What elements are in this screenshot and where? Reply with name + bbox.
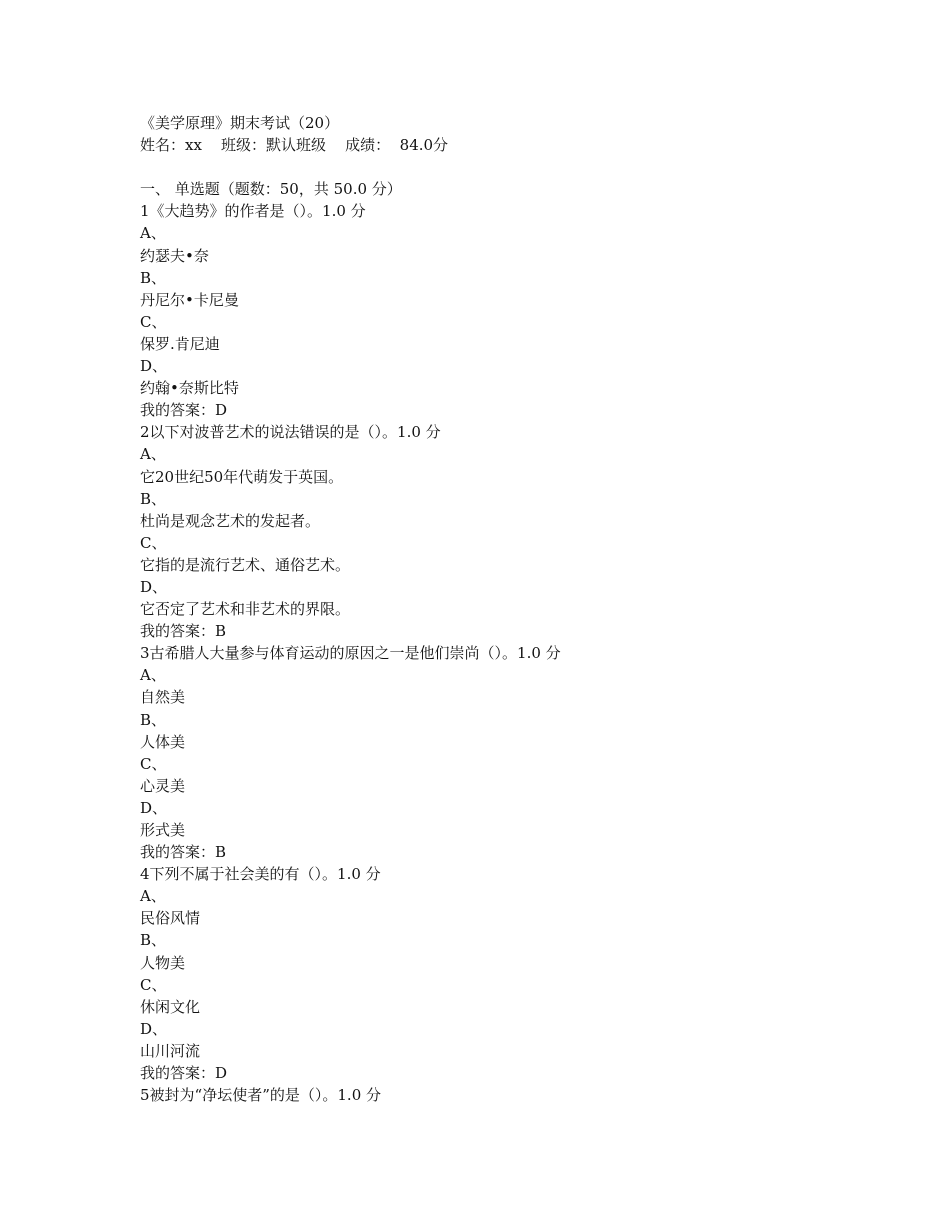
option-text: 约瑟夫•奈 — [140, 246, 209, 265]
option-text: 形式美 — [140, 821, 186, 839]
option-letter: A、 — [140, 666, 166, 685]
option-letter: A、 — [140, 224, 166, 243]
question-stem: 1《大趋势》的作者是（）。1.0 分 — [140, 202, 366, 221]
option-text: 人物美 — [140, 953, 186, 972]
question-item — [140, 863, 900, 1084]
option-letter: B、 — [140, 268, 167, 287]
option-letter: D、 — [140, 577, 168, 596]
option-letter: B、 — [140, 931, 167, 950]
option-text: 它20世纪50年代萌发于英国。 — [140, 467, 344, 486]
score-value: 84.0分 — [399, 136, 449, 155]
option-text: 约翰•奈斯比特 — [140, 379, 239, 398]
question-stem: 3古希腊人大量参与体育运动的原因之一是他们崇尚（）。1.0 分 — [140, 644, 561, 663]
option-text: 自然美 — [140, 688, 186, 707]
document-title: 《美学原理》期末考试（20） — [140, 114, 340, 132]
option-letter: A、 — [140, 445, 166, 464]
option-letter: A、 — [140, 887, 166, 906]
student-info — [140, 134, 900, 156]
question-item — [140, 200, 900, 421]
option-letter: D、 — [140, 798, 168, 817]
question-list — [140, 200, 900, 1106]
question-item — [140, 1084, 900, 1106]
question-item — [140, 421, 900, 642]
option-letter: C、 — [140, 975, 167, 994]
my-answer: 我的答案：D — [140, 1064, 228, 1083]
document-body — [140, 112, 900, 1106]
option-text: 保罗.肯尼迪 — [140, 334, 220, 353]
option-text: 山川河流 — [140, 1041, 201, 1060]
score-label: 成绩： — [345, 136, 391, 155]
option-text: 它指的是流行艺术、通俗艺术。 — [140, 555, 351, 574]
student-class: 班级：默认班级 — [221, 136, 327, 155]
option-letter: C、 — [140, 312, 167, 331]
my-answer: 我的答案：B — [140, 622, 227, 641]
option-text: 它否定了艺术和非艺术的界限。 — [140, 600, 351, 619]
question-stem: 2以下对波普艺术的说法错误的是（）。1.0 分 — [140, 423, 441, 442]
option-letter: D、 — [140, 1019, 168, 1038]
option-text: 丹尼尔•卡尼曼 — [140, 290, 239, 309]
option-text: 民俗风情 — [140, 909, 201, 928]
question-stem: 5被封为“净坛使者”的是（）。1.0 分 — [140, 1086, 382, 1105]
question-item — [140, 642, 900, 863]
blank-line — [140, 156, 900, 178]
my-answer: 我的答案：B — [140, 843, 227, 862]
option-letter: B、 — [140, 489, 167, 508]
option-letter: D、 — [140, 357, 168, 376]
question-stem: 4下列不属于社会美的有（）。1.0 分 — [140, 865, 381, 884]
student-name: 姓名：xx — [140, 136, 202, 155]
section-heading: 一、 单选题（题数：50，共 50.0 分） — [140, 180, 402, 199]
option-text: 心灵美 — [140, 776, 186, 795]
option-letter: C、 — [140, 533, 167, 552]
option-text: 杜尚是观念艺术的发起者。 — [140, 511, 321, 530]
my-answer: 我的答案：D — [140, 401, 228, 420]
option-letter: B、 — [140, 710, 167, 729]
option-text: 休闲文化 — [140, 997, 201, 1016]
option-letter: C、 — [140, 754, 167, 773]
option-text: 人体美 — [140, 732, 186, 751]
